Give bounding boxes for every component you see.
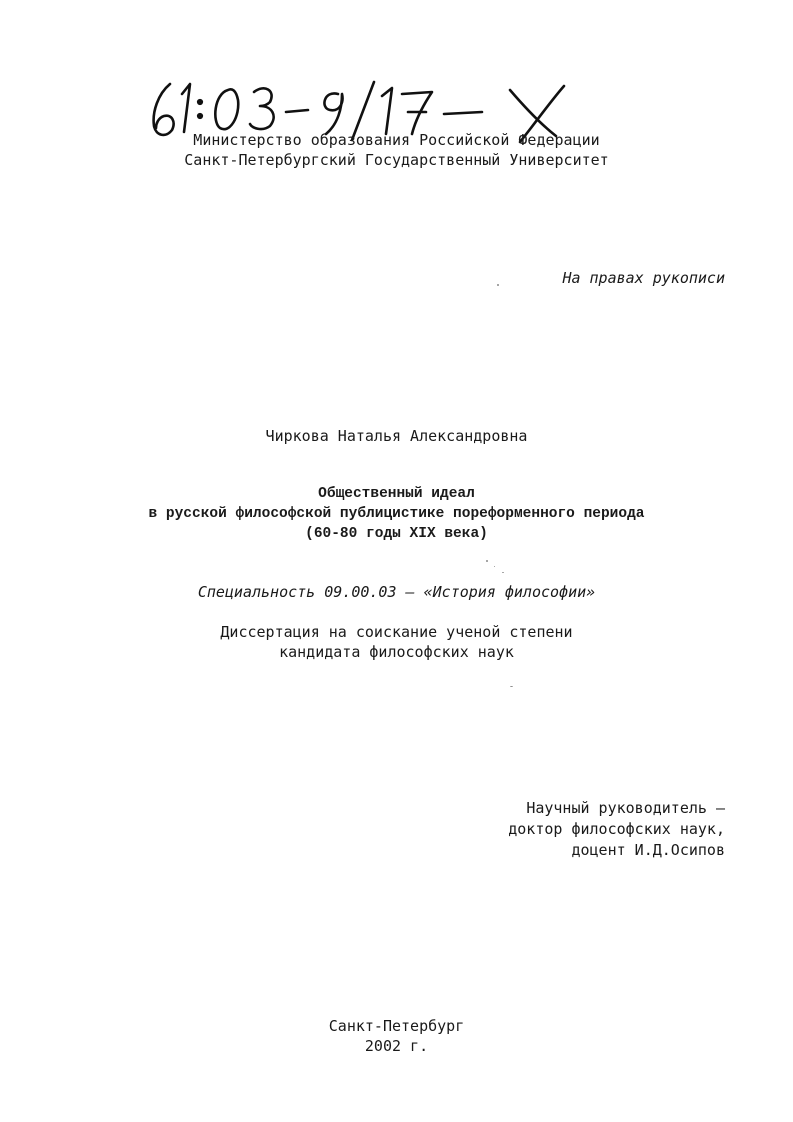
manuscript-rights-note: На правах рукописи: [562, 269, 725, 287]
supervisor-line-1: Научный руководитель –: [526, 799, 725, 817]
title-line-3: (60-80 годы XIX века): [305, 526, 488, 542]
specialty: Специальность 09.00.03 – «История философии»: [197, 583, 596, 601]
ministry-name: Министерство образования Российской Федерации: [193, 131, 600, 149]
title-line-1: Общественный идеал: [318, 486, 475, 502]
dissertation-line-2: кандидата философских наук: [279, 643, 514, 661]
author-name: Чиркова Наталья Александровна: [265, 427, 528, 445]
year: 2002 г.: [364, 1037, 429, 1055]
supervisor-line-3: доцент И.Д.Осипов: [571, 841, 725, 859]
scan-speck: [486, 560, 488, 562]
title-line-2: в русской философской публицистике пореформенного периода: [148, 506, 645, 522]
supervisor-line-2: доктор философских наук,: [508, 820, 725, 838]
scan-speck: [502, 572, 504, 573]
scan-speck: [510, 686, 513, 687]
city: Санкт-Петербург: [328, 1017, 465, 1035]
scan-speck: [497, 284, 499, 286]
university-name: Санкт-Петербургский Государственный Университет: [184, 151, 609, 169]
supervisor-block: [508, 798, 725, 861]
dissertation-line-1: Диссертация на соискание ученой степени: [220, 623, 573, 641]
scan-speck: [494, 566, 495, 567]
